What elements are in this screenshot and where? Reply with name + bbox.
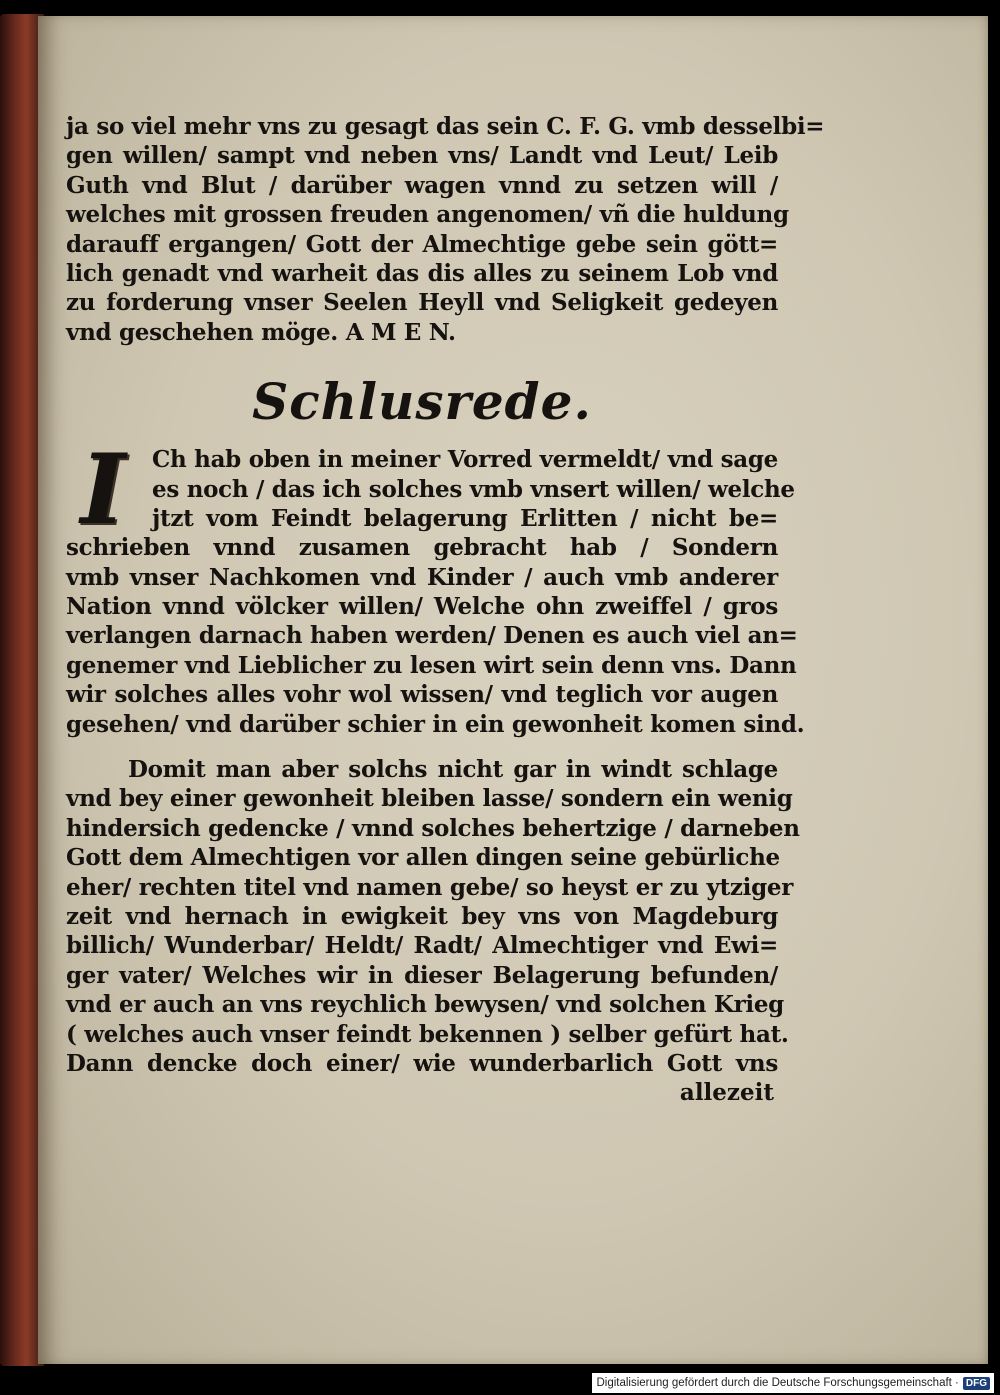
text-line: lich genadt vnd warheit das dis alles zu seinem Lob vnd <box>66 259 778 287</box>
text-line: Nation vnnd völcker willen/ Welche ohn zweiffel / gros <box>66 593 778 621</box>
text-line: vnd bey einer gewonheit bleiben lasse/ sondern ein wenig <box>66 785 793 813</box>
text-line: gen willen/ sampt vnd neben vns/ Landt vnd Leut/ Leib <box>66 142 778 170</box>
paragraph-1 <box>66 433 805 739</box>
text-line: darauff ergangen/ Gott der Almechtige gebe sein gött= <box>66 230 778 258</box>
text-line: vmb vnser Nachkomen vnd Kinder / auch vmb anderer <box>66 563 778 591</box>
text-line: Gott dem Almechtigen vor allen dingen seine gebürliche <box>66 844 780 872</box>
text-line: ger vater/ Welches wir in dieser Belagerung befunden/ <box>66 961 778 989</box>
text-line: hindersich gedencke / vnnd solches behertzige / darneben <box>66 814 800 842</box>
text-line: ja so viel mehr vns zu gesagt das sein C. F. G. vmb desselbi= <box>66 113 825 140</box>
text-line: Ch hab oben in meiner Vorred vermeldt/ vnd sage <box>152 446 778 474</box>
text-line: es noch / das ich solches vmb vnsert willen/ welche <box>152 475 795 503</box>
text-line: Domit man aber solchs nicht gar in windt schlage <box>128 756 778 784</box>
text-line: verlangen darnach haben werden/ Denen es auch viel an= <box>66 622 798 650</box>
text-line: zu forderung vnser Seelen Heyll vnd Seligkeit gedeyen <box>66 289 778 317</box>
section-heading: Schlusrede. <box>252 372 592 432</box>
text-line: welches mit grossen freuden angenomen/ vñ die huldung <box>66 201 789 229</box>
text-line: ( welches auch vnser feindt bekennen ) selber gefürt hat. <box>66 1020 789 1048</box>
text-line: jtzt vom Feindt belagerung Erlitten / nicht be= <box>152 504 778 532</box>
footer-credit: Digitalisierung gefördert durch die Deutsche Forschungsgemeinschaft · <box>596 1377 959 1389</box>
dfg-logo-icon: DFG <box>963 1377 990 1390</box>
page-text-block <box>66 112 825 1108</box>
top-paragraph <box>66 112 825 347</box>
text-line: vnd er auch an vns reychlich bewysen/ vnd solchen Krieg <box>66 991 784 1019</box>
paragraph-2 <box>66 755 800 1078</box>
text-line: genemer vnd Lieblicher zu lesen wirt sein denn vns. Dann <box>66 651 797 679</box>
decorated-initial: I <box>80 433 126 547</box>
text-line: billich/ Wunderbar/ Heldt/ Radt/ Almechtiger vnd Ewi= <box>66 932 778 960</box>
text-line: wir solches alles vohr wol wissen/ vnd teglich vor augen <box>66 681 778 709</box>
paragraph-spacer <box>66 739 778 755</box>
text-line: schrieben vnnd zusamen gebracht hab / Sondern <box>66 534 778 562</box>
digitization-footer <box>592 1373 994 1393</box>
text-line: eher/ rechten titel vnd namen gebe/ so heyst er zu ytziger <box>66 873 794 901</box>
text-line: zeit vnd hernach in ewigkeit bey vns von Magdeburg <box>66 902 778 930</box>
book-page <box>38 16 988 1364</box>
text-line: vnd geschehen möge. A M E N. <box>66 318 456 346</box>
text-line: gesehen/ vnd darüber schier in ein gewonheit komen sind. <box>66 710 805 738</box>
text-line: Guth vnd Blut / darüber wagen vnnd zu setzen will / <box>66 171 778 199</box>
text-line: Dann dencke doch einer/ wie wunderbarlich Gott vns <box>66 1049 778 1077</box>
catchword: allezeit <box>679 1079 774 1107</box>
